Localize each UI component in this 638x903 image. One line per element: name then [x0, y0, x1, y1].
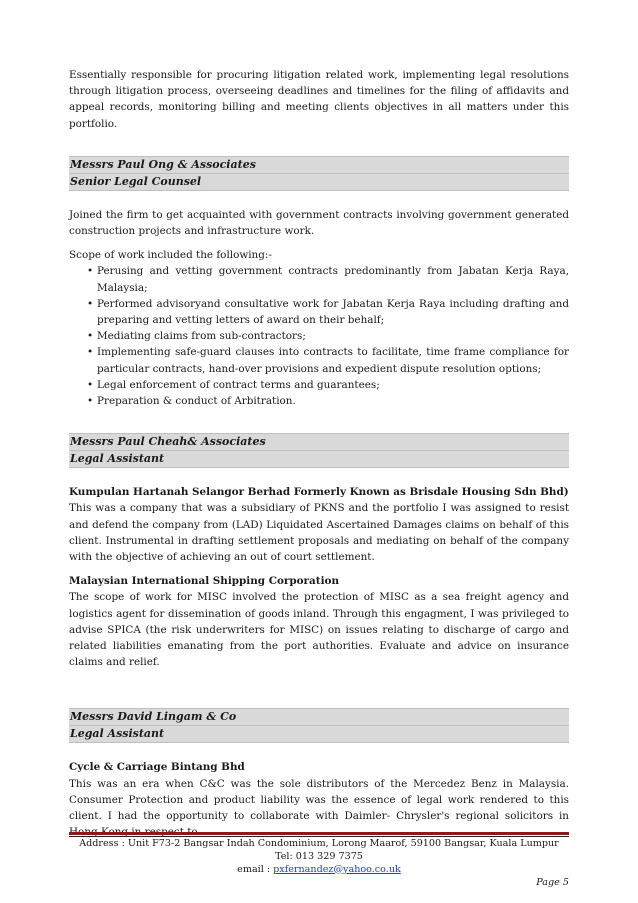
- page-footer: [69, 838, 569, 876]
- footer-tel: Tel: 013 329 7375: [275, 850, 363, 862]
- job-role: Legal Assistant: [70, 452, 165, 466]
- footer-address: Address : Unit F73-2 Bangsar Indah Condominium, Lorong Maarof, 59100 Bangsar, Kuala Lumpur: [79, 838, 559, 849]
- client-description: This was a company that was a subsidiary of PKNS and the portfolio I was assigned to resist and defend the company from (LAD) Liquidated Ascertained Damages claims on behalf of this client. Instrumental in drafting settlement proposals and mediating on behalf of the company with the objective of achieving an out of court settlement.: [69, 502, 569, 564]
- section-header-paul-cheah: [69, 433, 569, 468]
- bullet-icon: •: [87, 330, 94, 343]
- job-role: Senior Legal Counsel: [70, 174, 202, 188]
- client-name: Malaysian International Shipping Corporation: [69, 575, 339, 588]
- client-name: Cycle & Carriage Bintang Bhd: [69, 761, 245, 774]
- firm-name: Messrs David Lingam & Co: [70, 709, 569, 726]
- list-item: • Preparation & conduct of Arbitration.: [69, 393, 569, 409]
- client-description: This was an era when C&C was the sole distributors of the Mercedez Benz in Malaysia. Consumer Protection and product liability was the essence of legal work rendered to this client. I had the opportunity to collaborate with Daimler- Chrysler's regional solicitors in Hong Kong in respect to: [69, 777, 569, 839]
- section-header-paul-ong: [69, 156, 569, 191]
- resume-page-body: [69, 67, 569, 841]
- job-role: Legal Assistant: [70, 727, 165, 741]
- intro-paragraph: Essentially responsible for procuring litigation related work, implementing legal resolutions through litigation process, overseeing deadlines and timelines for the filing of affidavits and appeal records, monitoring billing and meeting clients objectives in all matters under this portfolio.: [69, 69, 569, 130]
- firm-name: Messrs Paul Cheah& Associates: [70, 434, 569, 451]
- page-number: Page 5: [536, 877, 569, 888]
- client-description: The scope of work for MISC involved the protection of MISC as a sea freight agency and logistics agent for dissemination of goods inland. Through this engagment, I was privileged to advise SPICA (the risk underwriters for MISC) on issues relating to discharge of cargo and related liabilities emanating from the port authorities. Evaluate and advice on insurance claims and relief.: [69, 591, 569, 669]
- list-item: • Performed advisoryand consultative work for Jabatan Kerja Raya including drafting and preparing and vetting letters of award on their behalf;: [87, 297, 569, 327]
- list-item: • Implementing safe-guard clauses into contracts to facilitate, time frame compliance for particular contracts, hand-over provisions and expedient dispute resolution options;: [87, 346, 569, 375]
- client-name: Kumpulan Hartanah Selangor Berhad Formerly Known as Brisdale Housing Sdn Bhd): [69, 486, 569, 499]
- footer-divider-red: [69, 832, 569, 835]
- firm-name: Messrs Paul Ong & Associates: [70, 157, 569, 174]
- list-item: • Legal enforcement of contract terms and guarantees;: [69, 377, 569, 393]
- bullet-icon: •: [87, 395, 94, 408]
- footer-email-label: email :: [237, 863, 274, 875]
- list-item: • Perusing and vetting government contracts predominantly from Jabatan Kerja Raya, Malaysia;: [87, 265, 569, 294]
- footer-email-line: [69, 864, 569, 877]
- list-item: • Mediating claims from sub-contractors;: [69, 328, 569, 344]
- bullet-icon: •: [87, 297, 94, 310]
- section-header-david-lingam: [69, 708, 569, 743]
- bullet-icon: •: [87, 265, 94, 278]
- scope-label: Scope of work included the following:-: [69, 249, 272, 262]
- section-paragraph: Joined the firm to get acquainted with government contracts involving government generated construction projects and infrastructure work.: [69, 208, 569, 238]
- footer-divider-black: [69, 836, 569, 837]
- bullet-icon: •: [87, 378, 94, 391]
- scope-bullet-list: [69, 263, 569, 409]
- bullet-icon: •: [87, 346, 94, 359]
- email-link[interactable]: pxfernandez@yahoo.co.uk: [273, 863, 401, 875]
